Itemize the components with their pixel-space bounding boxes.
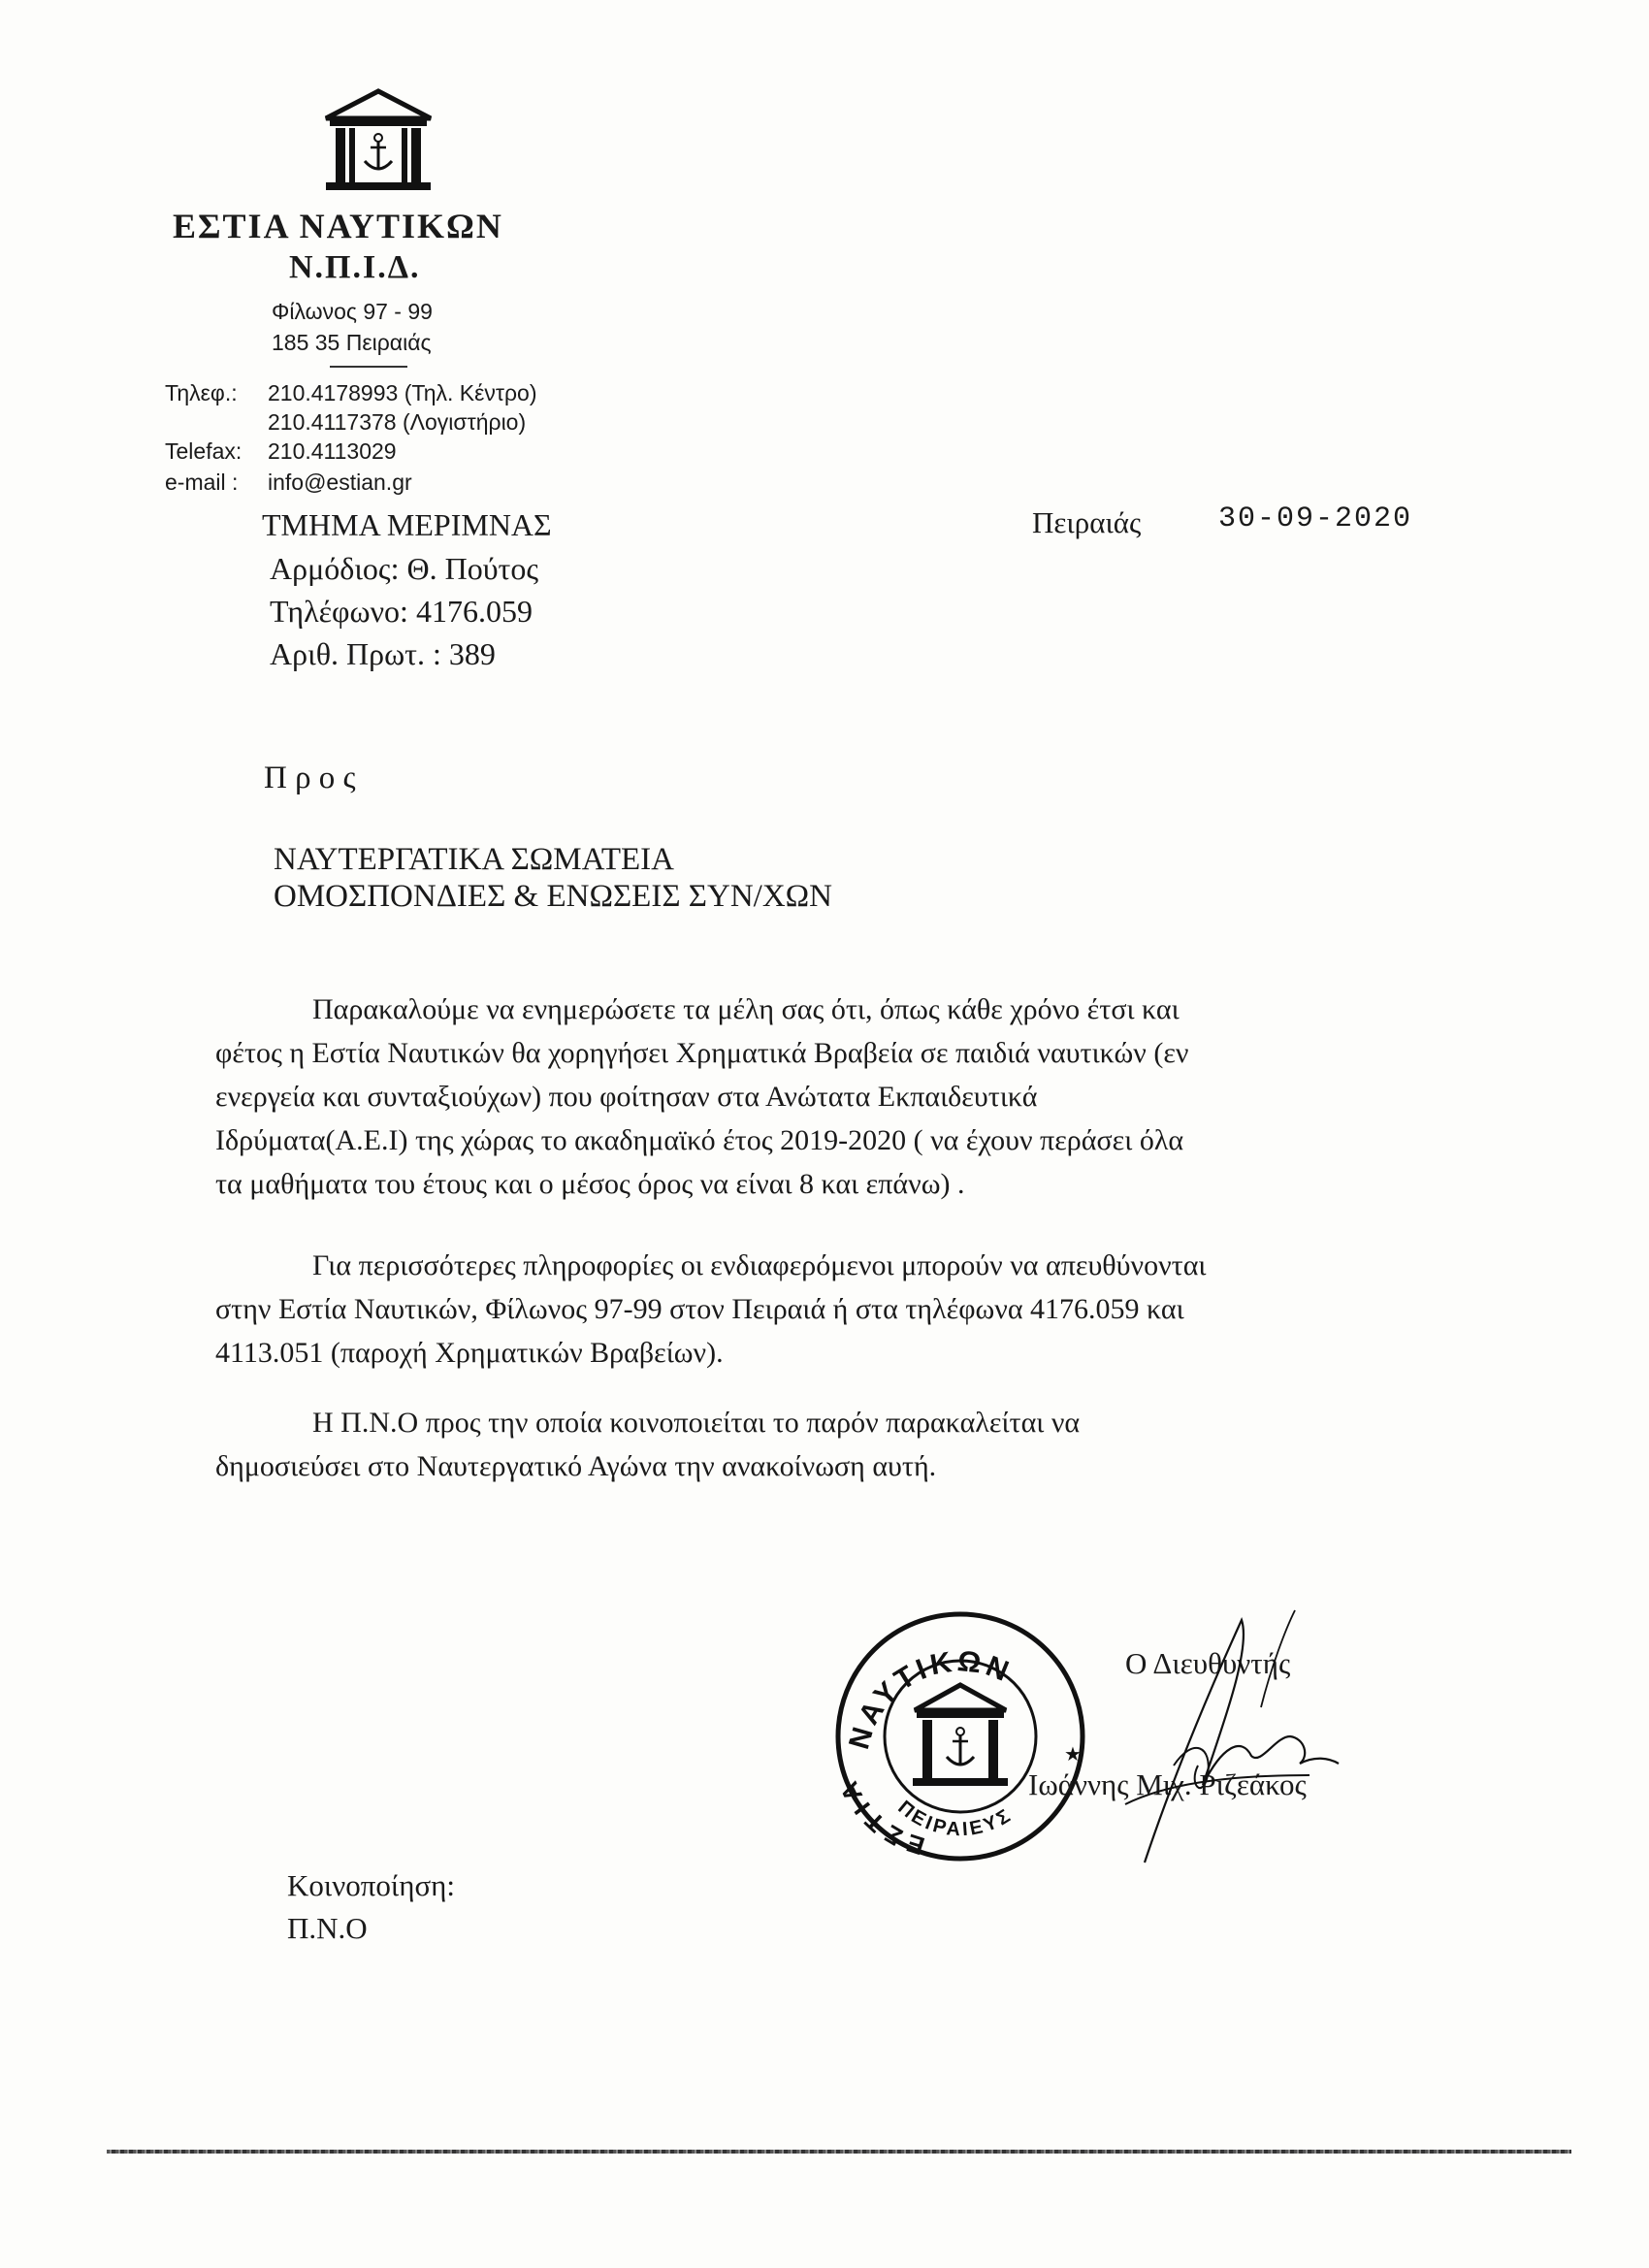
- text-line: Η Π.Ν.Ο προς την οποία κοινοποιείται το παρόν παρακαλείται να: [312, 1407, 1081, 1439]
- svg-text:★: ★: [1064, 1744, 1082, 1766]
- phone-label: Τηλεφ.:: [165, 380, 238, 405]
- address-line-1: Φίλωνος 97 - 99: [272, 299, 433, 324]
- telefax-label: Telefax:: [165, 438, 242, 464]
- address-divider: [330, 366, 407, 368]
- text-line: Ιδρύματα(Α.Ε.Ι) της χώρας το ακαδημαϊκό έτος 2019-2020 ( να έχουν περάσει όλα: [215, 1124, 1184, 1156]
- date: 30-09-2020: [1218, 502, 1413, 535]
- phone-2: 210.4117378 (Λογιστήριο): [268, 409, 527, 435]
- text-line: δημοσιεύσει στο Ναυτεργατικό Αγώνα την ανακοίνωση αυτή.: [215, 1450, 937, 1482]
- to-label: Π ρ ο ς: [264, 761, 356, 795]
- address-line-2: 185 35 Πειραιάς: [272, 330, 432, 355]
- telefax-number: 210.4113029: [268, 438, 397, 464]
- text-line: 4113.051 (παροχή Χρηματικών Βραβείων).: [215, 1337, 724, 1369]
- recipient-line-2: ΟΜΟΣΠΟΝΔΙΕΣ & ΕΝΩΣΕΙΣ ΣΥΝ/ΧΩΝ: [274, 879, 833, 914]
- text-line: φέτος η Εστία Ναυτικών θα χορηγήσει Χρηματικά Βραβεία σε παιδιά ναυτικών (εν: [215, 1037, 1189, 1069]
- stamp-bottom-text: ΠΕΙΡΑΙΕΥΣ: [893, 1797, 1017, 1841]
- stamp-top-text: ΝΑΥΤΙΚΩΝ: [843, 1645, 1017, 1753]
- body-paragraph-3: [215, 1401, 1080, 1488]
- text-line: στην Εστία Ναυτικών, Φίλωνος 97-99 στον Πειραιά ή στα τηλέφωνα 4176.059 και: [215, 1293, 1184, 1325]
- footer-divider: [107, 2150, 1571, 2154]
- place: Πειραιάς: [1032, 505, 1142, 539]
- stamp-building-icon: [913, 1685, 1008, 1786]
- organization-name: ΕΣΤΙΑ ΝΑΥΤΙΚΩΝ: [173, 207, 503, 245]
- officer: Αρμόδιος: Θ. Πούτος: [270, 551, 539, 586]
- text-line: ενεργεία και συνταξιούχων) που φοίτησαν στα Ανώτατα Εκπαιδευτικά: [215, 1081, 1038, 1113]
- body-paragraph-2: [215, 1244, 1207, 1375]
- recipient-line-1: ΝΑΥΤΕΡΓΑΤΙΚΑ ΣΩΜΑΤΕΙΑ: [274, 842, 674, 877]
- organization-stamp: [829, 1605, 1091, 1867]
- signature-title: Ο Διευθυντής: [1125, 1646, 1291, 1680]
- organization-logo-icon: [320, 87, 436, 194]
- department: ΤΜΗΜΑ ΜΕΡΙΜΝΑΣ: [262, 507, 552, 542]
- text-line: Για περισσότερες πληροφορίες οι ενδιαφερόμενοι μπορούν να απευθύνονται: [312, 1249, 1207, 1281]
- email-label: e-mail :: [165, 470, 239, 495]
- stamp-left-text: ΕΣΤΙΑ: [831, 1771, 928, 1862]
- protocol-number: Αριθ. Πρωτ. : 389: [270, 636, 496, 671]
- handwritten-signature: [1106, 1591, 1358, 1882]
- reference-phone: Τηλέφωνο: 4176.059: [270, 594, 533, 629]
- cc-recipient: Π.Ν.Ο: [287, 1911, 368, 1945]
- text-line: τα μαθήματα του έτους και ο μέσος όρος να είναι 8 και επάνω) .: [215, 1168, 965, 1200]
- organization-subtitle: Ν.Π.Ι.Δ.: [289, 249, 421, 285]
- phone-1: 210.4178993 (Τηλ. Κέντρο): [268, 380, 537, 405]
- text-line: Παρακαλούμε να ενημερώσετε τα μέλη σας ότι, όπως κάθε χρόνο έτσι και: [312, 993, 1180, 1025]
- email-address: info@estian.gr: [268, 470, 412, 495]
- cc-label: Κοινοποίηση:: [287, 1868, 455, 1902]
- body-paragraph-1: [215, 988, 1188, 1206]
- signature-name: Ιωάννης Μιχ. Ριζεάκος: [1028, 1767, 1307, 1801]
